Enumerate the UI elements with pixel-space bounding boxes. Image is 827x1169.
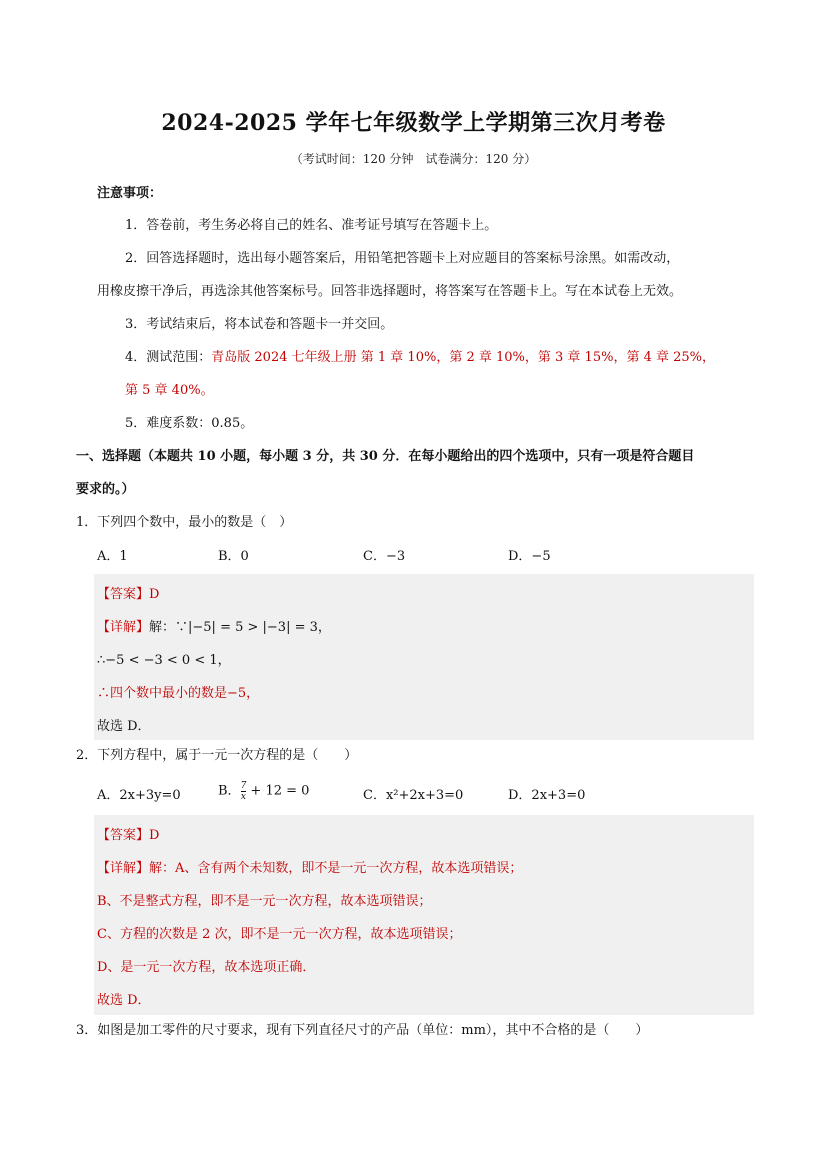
- question-1-detail-line: ∴−5 < −3 < 0 < 1，: [97, 653, 231, 668]
- note-item-2-cont: 用橡皮擦干净后，再选涂其他答案标号。回答非选择题时，将答案写在答题卡上。写在本试卷上无效。: [97, 284, 683, 299]
- question-3-stem: 3．如图是加工零件的尺寸要求，现有下列直径尺寸的产品（单位：mm），其中不合格的是（ ）: [76, 1023, 649, 1038]
- note-item-3: 3．考试结束后，将本试卷和答题卡一并交回。: [125, 317, 394, 332]
- answer-box-2: [94, 815, 754, 1015]
- test-scope: 青岛版 2024 七年级上册 第 1 章 10%，第 2 章 10%，第 3 章 15%，第 4 章 25%，: [211, 350, 716, 365]
- detail-text: ∴四个数中最小的数是−5，: [97, 686, 260, 701]
- question-1-option-d: D．−5: [508, 549, 551, 564]
- fraction-numerator: 7: [240, 781, 247, 791]
- question-2-detail-line: C、方程的次数是 2 次，即不是一元一次方程，故本选项错误；: [97, 927, 462, 942]
- option-rest: + 12 = 0: [246, 783, 310, 799]
- detail-text: 解：∵|−5| = 5 > |−3| = 3，: [149, 620, 331, 635]
- note-item-5: 5．难度系数：0.85。: [125, 416, 254, 431]
- detail-label: 【详解】: [97, 620, 150, 635]
- detail-label: 【详解】: [97, 861, 150, 876]
- note-item-1: 1．答卷前，考生务必将自己的姓名、准考证号填写在答题卡上。: [125, 218, 498, 233]
- question-1-stem: 1．下列四个数中，最小的数是（ ）: [76, 515, 293, 530]
- section-heading: 一、选择题（本题共 10 小题，每小题 3 分，共 30 分．在每小题给出的四个选项中，只有一项是符合题目: [76, 449, 695, 464]
- question-1-option-c: C．−3: [363, 549, 406, 564]
- question-2-option-b: [218, 781, 309, 802]
- question-2-detail: [97, 857, 522, 876]
- page-title: 2024-2025 学年七年级数学上学期第三次月考卷: [161, 110, 666, 136]
- detail-text: 解：A、含有两个未知数，即不是一元一次方程，故本选项错误；: [149, 861, 523, 876]
- section-heading-cont: 要求的。）: [76, 482, 135, 497]
- question-2-option-c: C．x²+2x+3=0: [363, 788, 464, 803]
- question-1-detail-line: 故选 D．: [97, 719, 151, 734]
- question-1-answer: 【答案】D: [97, 587, 160, 602]
- question-2-answer: 【答案】D: [97, 828, 160, 843]
- note-item-4-label: 4．测试范围：: [125, 350, 212, 365]
- question-1-detail: [97, 616, 331, 635]
- question-2-option-a: A．2x+3y=0: [97, 788, 181, 803]
- question-1-option-a: A．1: [97, 549, 128, 564]
- notes-heading: 注意事项：: [97, 186, 163, 201]
- exam-info: （考试时间：120 分钟 试卷满分：120 分）: [290, 152, 537, 166]
- option-label: B．: [218, 783, 241, 799]
- question-1-option-b: B．0: [218, 549, 249, 564]
- question-2-stem: 2．下列方程中，属于一元一次方程的是（ ）: [76, 748, 358, 763]
- question-1-detail-line: [97, 682, 259, 701]
- note-item-2: 2．回答选择题时，选出每小题答案后，用铅笔把答题卡上对应题目的答案标号涂黑。如需改动，: [125, 251, 680, 266]
- test-scope-cont: 第 5 章 40%。: [125, 383, 214, 398]
- question-2-detail-line: D、是一元一次方程，故本选项正确．: [97, 960, 316, 975]
- fraction-denominator: x: [240, 792, 246, 802]
- question-2-detail-line: B、不是整式方程，即不是一元一次方程，故本选项错误；: [97, 894, 432, 909]
- note-item-4: [125, 350, 715, 366]
- question-2-detail-line: 故选 D．: [97, 993, 151, 1008]
- question-2-option-d: D．2x+3=0: [508, 788, 586, 803]
